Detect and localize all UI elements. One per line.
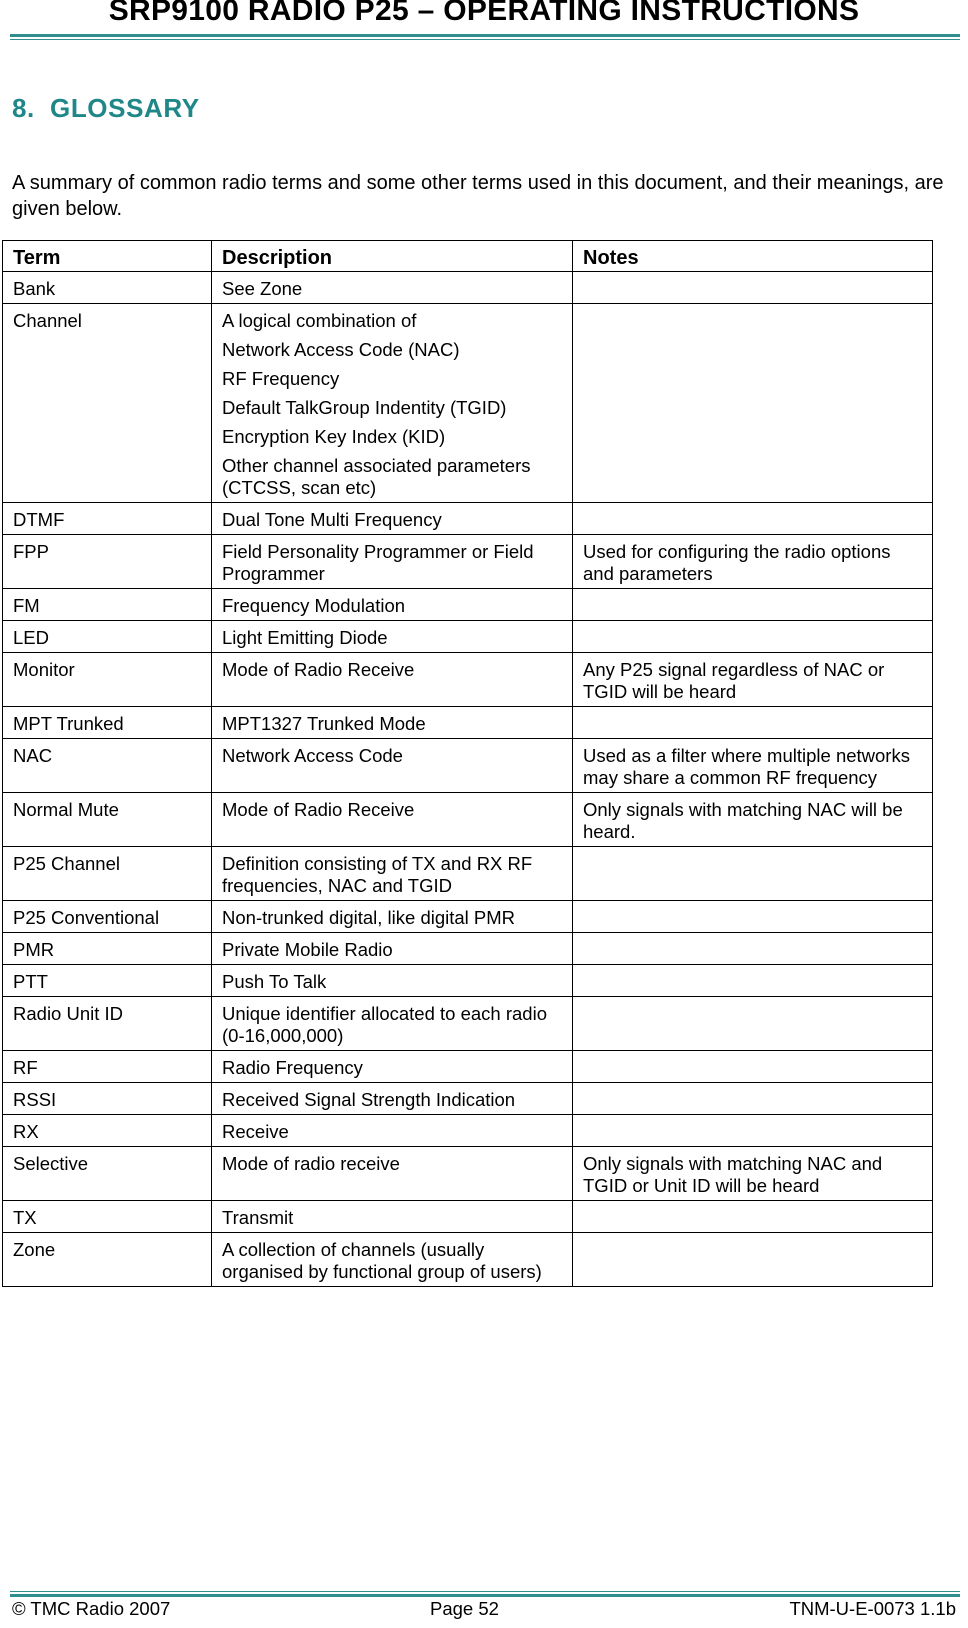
term-cell: Channel [3,304,212,503]
term-cell: RSSI [3,1083,212,1115]
description-cell [212,272,573,304]
term-cell: MPT Trunked [3,707,212,739]
description-cell [212,793,573,847]
description-line: Received Signal Strength Indication [222,1089,516,1110]
section-heading [12,93,200,124]
description-line: Dual Tone Multi Frequency [222,509,442,530]
term-cell: P25 Conventional [3,901,212,933]
term-cell: Selective [3,1147,212,1201]
description-line: A collection of channels (usually organised by functional group of users) [222,1239,542,1282]
description-cell [212,965,573,997]
description-cell [212,653,573,707]
description-line: A logical combination of [222,310,417,331]
description-cell [212,1233,573,1287]
glossary-table [2,240,933,1287]
description-cell [212,1051,573,1083]
table-row [3,1115,933,1147]
description-line: Non-trunked digital, like digital PMR [222,907,516,928]
term-cell: Monitor [3,653,212,707]
description-cell [212,997,573,1051]
column-header-term: Term [3,241,212,272]
table-row [3,272,933,304]
description-line: Private Mobile Radio [222,939,393,960]
description-line: Definition consisting of TX and RX RF frequencies, NAC and TGID [222,853,533,896]
table-row [3,304,933,503]
section-title: GLOSSARY [50,93,200,123]
section-number: 8. [12,93,35,123]
description-cell [212,1201,573,1233]
description-line: Frequency Modulation [222,595,406,616]
table-row [3,1201,933,1233]
glossary-table-body [3,272,933,1287]
description-line: Transmit [222,1207,294,1228]
notes-cell [573,1201,933,1233]
table-row [3,933,933,965]
document-header-title: SRP9100 RADIO P25 – OPERATING INSTRUCTIONS [108,0,860,27]
notes-cell [573,621,933,653]
notes-cell [573,503,933,535]
column-header-description: Description [212,241,573,272]
footer-rule-thin [10,1591,960,1592]
description-cell [212,1115,573,1147]
notes-cell: Any P25 signal regardless of NAC or TGID will be heard [573,653,933,707]
table-row [3,965,933,997]
footer-document-id: TNM-U-E-0073 1.1b [789,1598,956,1619]
description-cell [212,535,573,589]
notes-cell: Used as a filter where multiple networks may share a common RF frequency [573,739,933,793]
description-cell [212,707,573,739]
notes-cell: Only signals with matching NAC and TGID or Unit ID will be heard [573,1147,933,1201]
term-cell: FM [3,589,212,621]
description-line: Mode of Radio Receive [222,659,415,680]
term-cell: P25 Channel [3,847,212,901]
description-cell [212,304,573,503]
notes-cell [573,707,933,739]
description-cell [212,847,573,901]
term-cell: NAC [3,739,212,793]
notes-cell [573,965,933,997]
term-cell: PTT [3,965,212,997]
description-cell [212,901,573,933]
table-row [3,793,933,847]
header-rule-thick [10,34,960,37]
description-line: Field Personality Programmer or Field Programmer [222,541,534,584]
notes-cell [573,1115,933,1147]
footer-copyright: © TMC Radio 2007 [12,1598,171,1619]
notes-cell [573,304,933,503]
table-row [3,997,933,1051]
table-row [3,503,933,535]
table-header-row [3,241,933,272]
term-cell: Normal Mute [3,793,212,847]
description-line: Push To Talk [222,971,327,992]
description-line: See Zone [222,278,303,299]
notes-cell [573,901,933,933]
description-cell [212,1083,573,1115]
description-cell [212,739,573,793]
description-line: Mode of Radio Receive [222,799,415,820]
term-cell: PMR [3,933,212,965]
notes-cell [573,1233,933,1287]
term-cell: DTMF [3,503,212,535]
page-footer [12,1598,956,1620]
table-row [3,901,933,933]
term-cell: RX [3,1115,212,1147]
description-line: Radio Frequency [222,1057,363,1078]
notes-cell [573,847,933,901]
notes-cell: Used for configuring the radio options and parameters [573,535,933,589]
notes-cell [573,272,933,304]
header-rule-thin [10,39,960,40]
description-line: Unique identifier allocated to each radio (0-16,000,000) [222,1003,547,1046]
description-line: Network Access Code [222,745,403,766]
table-row [3,1233,933,1287]
notes-cell [573,1083,933,1115]
notes-cell [573,997,933,1051]
table-row [3,847,933,901]
term-cell: Bank [3,272,212,304]
notes-cell: Only signals with matching NAC will be heard. [573,793,933,847]
column-header-notes: Notes [573,241,933,272]
description-line: MPT1327 Trunked Mode [222,713,426,734]
table-row [3,707,933,739]
description-cell [212,933,573,965]
table-row [3,653,933,707]
table-row [3,1083,933,1115]
description-cell [212,503,573,535]
description-line: Light Emitting Diode [222,627,388,648]
table-row [3,1147,933,1201]
description-cell [212,1147,573,1201]
footer-rule-thick [10,1594,960,1597]
description-line: Network Access Code (NAC) [222,339,460,360]
description-cell [212,589,573,621]
description-cell [212,621,573,653]
term-cell: Zone [3,1233,212,1287]
term-cell: FPP [3,535,212,589]
notes-cell [573,589,933,621]
description-line: Mode of radio receive [222,1153,400,1174]
term-cell: TX [3,1201,212,1233]
intro-paragraph: A summary of common radio terms and some other terms used in this document, and their meanings, are given below. [12,172,944,220]
term-cell: LED [3,621,212,653]
term-cell: RF [3,1051,212,1083]
term-cell: Radio Unit ID [3,997,212,1051]
table-row [3,589,933,621]
table-row [3,1051,933,1083]
description-line: Receive [222,1121,289,1142]
table-row [3,739,933,793]
description-line: RF Frequency [222,368,340,389]
notes-cell [573,1051,933,1083]
description-line: Default TalkGroup Indentity (TGID) [222,397,507,418]
description-line: Encryption Key Index (KID) [222,426,446,447]
footer-page-number: Page 52 [430,1598,499,1619]
notes-cell [573,933,933,965]
table-row [3,621,933,653]
table-row [3,535,933,589]
description-line: Other channel associated parameters (CTCSS, scan etc) [222,455,531,498]
